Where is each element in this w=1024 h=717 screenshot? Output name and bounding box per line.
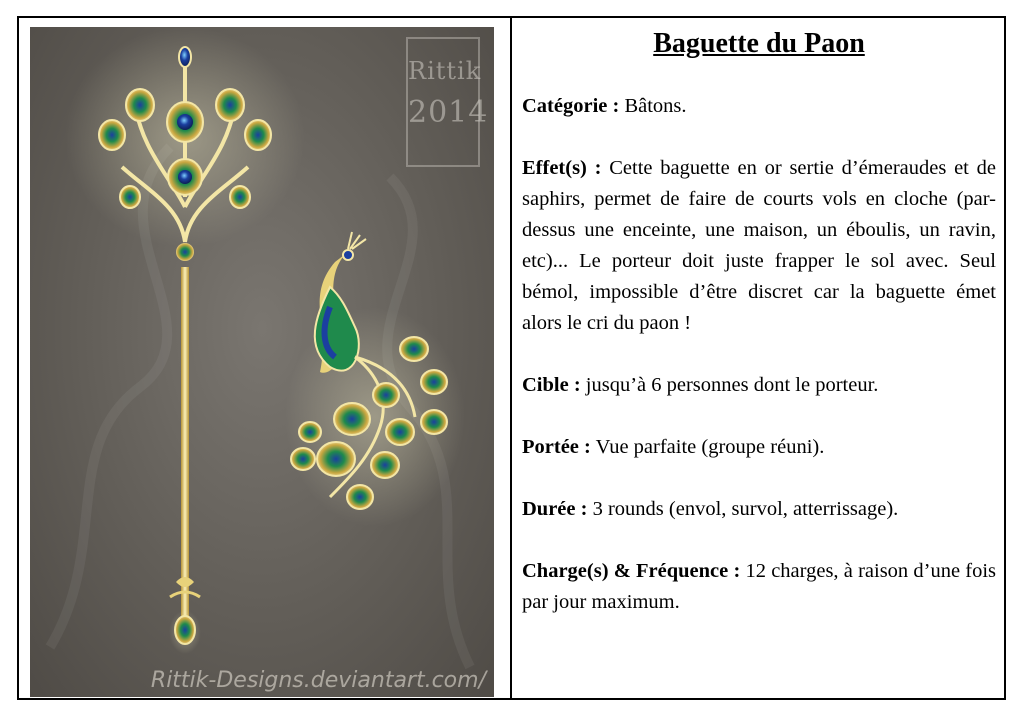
section-text: jusqu’à 6 personnes dont le porteur.	[585, 374, 879, 396]
section-text: 12 charges, à raison d’une fois par jour maximum.	[522, 560, 997, 613]
section-label: Catégorie :	[522, 95, 620, 117]
artist-credit: Rittik-Designs.deviantart.com/	[150, 668, 486, 693]
section-charges	[522, 556, 996, 618]
page-title: Baguette du Paon	[653, 28, 865, 59]
wand-head	[65, 27, 305, 247]
section-label: Durée :	[522, 498, 588, 520]
peacock-figure	[285, 232, 465, 527]
section-duration	[522, 494, 996, 525]
section-label: Effet(s) :	[522, 157, 602, 179]
watermark-year: 2014	[408, 95, 489, 130]
column-divider	[510, 16, 512, 700]
section-text: Bâtons.	[624, 95, 687, 117]
section-category	[522, 91, 996, 122]
section-target	[522, 370, 996, 401]
section-effects	[522, 153, 996, 339]
artist-watermark	[406, 37, 489, 167]
section-text: 3 rounds (envol, survol, atterrissage).	[592, 498, 899, 520]
section-text: Cette baguette en or sertie d’émeraudes et de saphirs, permet de faire de courts vols en cloche (par-dessus une enceinte, une maison, un éboulis, un ravin, etc)... Le porteur doit juste frapper le sol avec. Seul bémol, impossible d’être discret car la baguette émet alors le cri du paon !	[522, 157, 996, 334]
watermark-name: Rittik	[408, 57, 482, 85]
section-label: Cible :	[522, 374, 581, 396]
section-label: Portée :	[522, 436, 591, 458]
section-label: Charge(s) & Fréquence :	[522, 560, 741, 582]
section-range	[522, 432, 996, 463]
section-text: Vue parfaite (groupe réuni).	[595, 436, 825, 458]
wand-illustration	[30, 27, 494, 697]
description-column	[522, 27, 996, 649]
